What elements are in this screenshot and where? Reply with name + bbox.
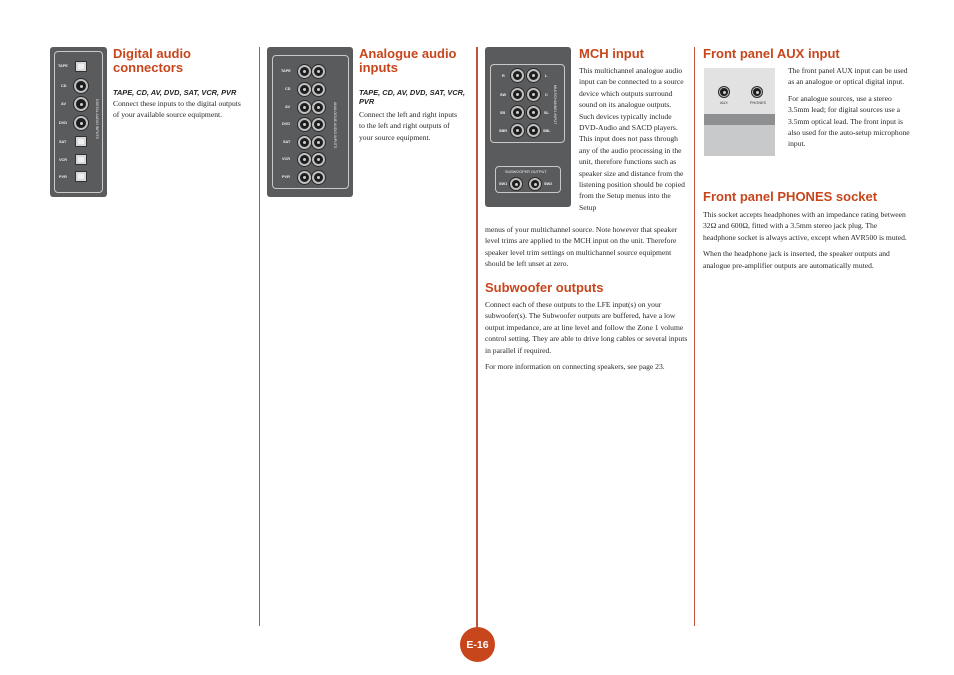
rca-jack-left-icon: [298, 65, 311, 78]
rca-jack-icon: [511, 69, 524, 82]
rca-jack-left-icon: [298, 118, 311, 131]
rca-jack-icon: [511, 88, 524, 101]
sw1-label: SW1: [499, 182, 508, 186]
panel-label-dvd: DVD: [59, 121, 68, 125]
rca-jack-icon: [527, 88, 540, 101]
rca-jack-left-icon: [298, 101, 311, 114]
page-number-badge: E-16: [460, 627, 495, 662]
aux-body: [788, 65, 910, 155]
rca-jack-right-icon: [312, 83, 325, 96]
phones-paragraph-2: When the headphone jack is inserted, the speaker outputs and analogue pre-amplifier outputs are automatically muted.: [703, 249, 890, 270]
column-divider-3: [694, 47, 695, 626]
panel-label-cd: CD: [285, 87, 291, 91]
panel-label-av: AV: [285, 105, 290, 109]
analogue-subhead: TAPE, CD, AV, DVD, SAT, VCR, PVR: [359, 88, 466, 106]
subwoofer-jack-icon: [510, 178, 522, 190]
rca-jack-left-icon: [298, 83, 311, 96]
panel-label-sat: SAT: [59, 140, 67, 144]
aux-heading: Front panel AUX input: [703, 46, 840, 61]
analogue-heading: Analogue audio inputs: [359, 46, 457, 75]
rca-jack-right-icon: [312, 65, 325, 78]
subwoofer-heading: Subwoofer outputs: [485, 280, 604, 295]
aux-jack-label: AUX: [720, 101, 728, 105]
coax-jack-icon: [74, 79, 88, 93]
aux-paragraph-1: The front panel AUX input can be used as an analogue or optical digital input.: [788, 66, 908, 87]
rca-jack-right-icon: [312, 153, 325, 166]
panel-label-pvr: PVR: [282, 175, 290, 179]
panel-label-pvr: PVR: [59, 175, 67, 179]
panel-label-vcr: VCR: [282, 157, 291, 161]
digital-body: Connect these inputs to the digital outputs of your available source equipment.: [113, 99, 241, 120]
analogue-inputs-panel-image: [267, 47, 353, 197]
panel-vertical-label: ANALOGUE AUDIO INPUTS: [333, 102, 337, 149]
panel-label-sat: SAT: [283, 140, 291, 144]
subwoofer-paragraph-2: For more information on connecting speakers, see page 23.: [485, 362, 665, 372]
digital-inputs-panel-image: [50, 47, 107, 197]
front-panel-stripe: [704, 114, 775, 125]
rca-jack-icon: [511, 106, 524, 119]
front-panel-image: [704, 68, 775, 156]
coax-jack-icon: [74, 116, 88, 130]
mch-label-sw: SW: [500, 93, 507, 97]
phones-paragraph-1: This socket accepts headphones with an impedance rating between 32Ω and 600Ω, fitted with a 3.5mm stereo jack plug. The headphone socket is always active, except when AVR500 is muted.: [703, 210, 907, 242]
rca-jack-left-icon: [298, 171, 311, 184]
panel-vertical-label: DIGITAL AUDIO INPUTS: [95, 99, 99, 139]
subwoofer-output-label: SUBWOOFER OUTPUT: [505, 170, 547, 174]
mch-label-sl: SL: [544, 111, 549, 115]
panel-vertical-label: MULTICHANNEL INPUT: [553, 85, 557, 125]
mch-label-sbl: SBL: [543, 129, 551, 133]
rca-jack-left-icon: [298, 136, 311, 149]
rca-jack-icon: [527, 106, 540, 119]
subwoofer-body: [485, 299, 689, 377]
rca-jack-icon: [511, 124, 524, 137]
mch-label-l: L: [545, 74, 548, 78]
analogue-body: Connect the left and right inputs to the left and right outputs of your source equipment.: [359, 110, 458, 142]
digital-heading: Digital audio connectors: [113, 46, 191, 75]
phones-body: [703, 209, 909, 276]
panel-label-cd: CD: [61, 84, 67, 88]
mch-body-wrap: This multichannel analogue audio input can be connected to a source device which outputs surround sound on its analogue outputs. Such devices typically include DVD-Audio and SACD players. This input does not pass through any of the audio processing in the unit, therefore functions such as speaker size and distance from the listening position should be copied from the Setup menus into the Setup: [579, 66, 685, 212]
front-panel-top: [704, 68, 775, 114]
mch-label-sr: SR: [500, 111, 506, 115]
column-divider-2: [476, 47, 478, 627]
optical-port-icon: [75, 61, 87, 72]
rca-jack-icon: [527, 69, 540, 82]
mch-body-full: menus of your multichannel source. Note however that speaker level trims are applied to the MCH input on the unit. Therefore speaker level trim settings on multichannel source equipment should be left unset at zero.: [485, 225, 678, 269]
subwoofer-jack-icon: [529, 178, 541, 190]
mch-label-sbr: SBR: [499, 129, 508, 133]
mch-heading: MCH input: [579, 46, 644, 61]
phones-heading: Front panel PHONES socket: [703, 189, 878, 204]
rca-jack-left-icon: [298, 153, 311, 166]
subwoofer-paragraph-1: Connect each of these outputs to the LFE input(s) on your subwoofer(s). The Subwoofer outputs are buffered, have a low output impedance, are at line level and follow the Zone 1 volume control setting. They are able to drive long cables or several inputs in parallel if required.: [485, 300, 688, 355]
mch-label-c: C: [545, 93, 548, 97]
phones-jack-label: PHONES: [750, 101, 767, 105]
column-divider-1: [259, 47, 260, 626]
rca-jack-right-icon: [312, 171, 325, 184]
panel-label-dvd: DVD: [282, 122, 291, 126]
mch-label-r: R: [502, 74, 505, 78]
panel-label-vcr: VCR: [59, 158, 68, 162]
mch-input-panel-image: [485, 47, 571, 207]
sw2-label: SW2: [544, 182, 553, 186]
rca-jack-icon: [527, 124, 540, 137]
coax-jack-icon: [74, 97, 88, 111]
phones-jack-icon: [752, 87, 762, 97]
rca-jack-right-icon: [312, 118, 325, 131]
rca-jack-right-icon: [312, 101, 325, 114]
optical-port-icon: [75, 171, 87, 182]
optical-port-icon: [75, 154, 87, 165]
rca-jack-right-icon: [312, 136, 325, 149]
aux-paragraph-2: For analogue sources, use a stereo 3.5mm lead; for digital sources use a 3.5mm optical lead. The front input is also used for the auto-setup microphone input.: [788, 93, 910, 149]
optical-port-icon: [75, 136, 87, 147]
panel-label-tape: TAPE: [58, 64, 68, 68]
panel-label-av: AV: [61, 102, 66, 106]
digital-subhead: TAPE, CD, AV, DVD, SAT, VCR, PVR: [113, 88, 237, 97]
aux-jack-icon: [719, 87, 729, 97]
panel-label-tape: TAPE: [281, 69, 291, 73]
